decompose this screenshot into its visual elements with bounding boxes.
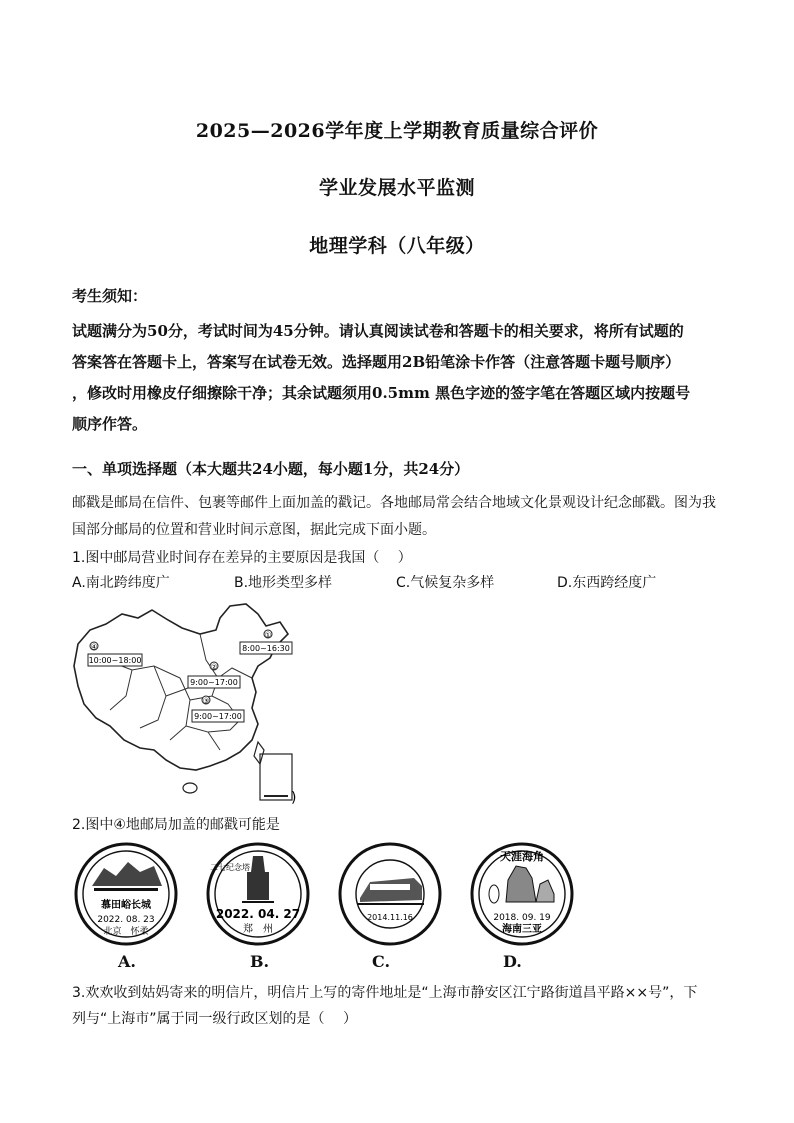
question-3-stem-line1: 3.欢欢收到姑妈寄来的明信片，明信片上写的寄件地址是“上海市静安区江宁路街道昌平路××号”，下 bbox=[72, 985, 698, 1001]
notice-line: 顺序作答。 bbox=[72, 415, 148, 433]
postmark-c bbox=[340, 844, 440, 944]
notice-heading: 考生须知： bbox=[72, 287, 148, 305]
q1-option-b: B.地形类型多样 bbox=[234, 575, 333, 591]
stamp-c-line2: 2014.11.16 bbox=[367, 913, 413, 922]
stamp-option-d: D. bbox=[503, 952, 522, 971]
stamp-b-line3: 郑 州 bbox=[243, 924, 273, 935]
map-hours-2: 9:00~17:00 bbox=[190, 678, 238, 687]
south-china-sea-inset bbox=[260, 754, 292, 800]
postmark-a bbox=[76, 844, 176, 944]
map-marker-4: ④ bbox=[90, 642, 98, 652]
stamp-d-line2: 2018. 09. 19 bbox=[493, 913, 551, 923]
stamp-b-line2: 2022. 04. 27 bbox=[215, 907, 301, 921]
stamp-d-top: 天涯海角 bbox=[500, 850, 544, 863]
intro-line: 邮戳是邮局在信件、包裹等邮件上面加盖的戳记。各地邮局常会结合地域文化景观设计纪念邮戳。图为我 bbox=[72, 495, 716, 511]
china-post-office-map bbox=[70, 600, 310, 812]
postmark-d bbox=[472, 844, 572, 944]
subject-title: 地理学科（八年级） bbox=[309, 235, 485, 257]
map-hours-1: 8:00~16:30 bbox=[242, 644, 290, 653]
notice-line: ，修改时用橡皮仔细擦除干净；其余试题须用0.5mm 黑色字迹的签字笔在答题区域内按题号 bbox=[72, 384, 691, 402]
map-hours-3: 9:00~17:00 bbox=[194, 712, 242, 721]
q1-option-c: C.气候复杂多样 bbox=[396, 575, 495, 591]
hainan-island bbox=[183, 783, 197, 793]
stamp-a-line2: 2022. 08. 23 bbox=[97, 915, 155, 925]
stamp-b-top: 二七纪念塔 bbox=[210, 863, 250, 872]
notice-line: 试题满分为50分，考试时间为45分钟。请认真阅读试卷和答题卡的相关要求，将所有试题的 bbox=[72, 322, 684, 340]
map-hours-4: 10:00~18:00 bbox=[88, 656, 142, 665]
stamp-d-line3: 海南三亚 bbox=[502, 924, 542, 935]
question-2-stem: 2.图中④地邮局加盖的邮戳可能是 bbox=[72, 817, 280, 833]
trailing-paren: ) bbox=[291, 790, 297, 806]
exam-title: 2025—2026学年度上学期教育质量综合评价 bbox=[195, 120, 599, 142]
section-heading: 一、单项选择题（本大题共24小题，每小题1分，共24分） bbox=[72, 460, 470, 478]
stamp-option-b: B. bbox=[250, 952, 270, 971]
stamp-a-line3: 北京 怀柔 bbox=[103, 927, 149, 937]
map-marker-1: ① bbox=[264, 630, 272, 640]
stamp-option-a: A. bbox=[118, 952, 136, 971]
taiwan-island bbox=[254, 742, 264, 764]
map-marker-3: ③ bbox=[202, 696, 210, 706]
exam-subtitle: 学业发展水平监测 bbox=[318, 177, 475, 199]
postmark-b bbox=[208, 844, 308, 944]
china-outline bbox=[74, 604, 288, 770]
stamp-a-line1: 慕田峪长城 bbox=[101, 900, 151, 911]
stamp-option-c: C. bbox=[372, 952, 391, 971]
intro-line: 国部分邮局的位置和营业时间示意图，据此完成下面小题。 bbox=[72, 522, 436, 538]
question-1-stem: 1.图中邮局营业时间存在差异的主要原因是我国（ ） bbox=[72, 550, 412, 566]
notice-line: 答案答在答题卡上，答案写在试卷无效。选择题用2B铅笔涂卡作答（注意答题卡题号顺序） bbox=[72, 353, 681, 371]
question-3-stem-line2: 列与“上海市”属于同一级行政区划的是（ ） bbox=[72, 1011, 357, 1027]
map-marker-2: ② bbox=[210, 662, 218, 672]
q1-option-a: A.南北跨纬度广 bbox=[72, 575, 170, 591]
q1-option-d: D.东西跨经度广 bbox=[557, 575, 657, 591]
